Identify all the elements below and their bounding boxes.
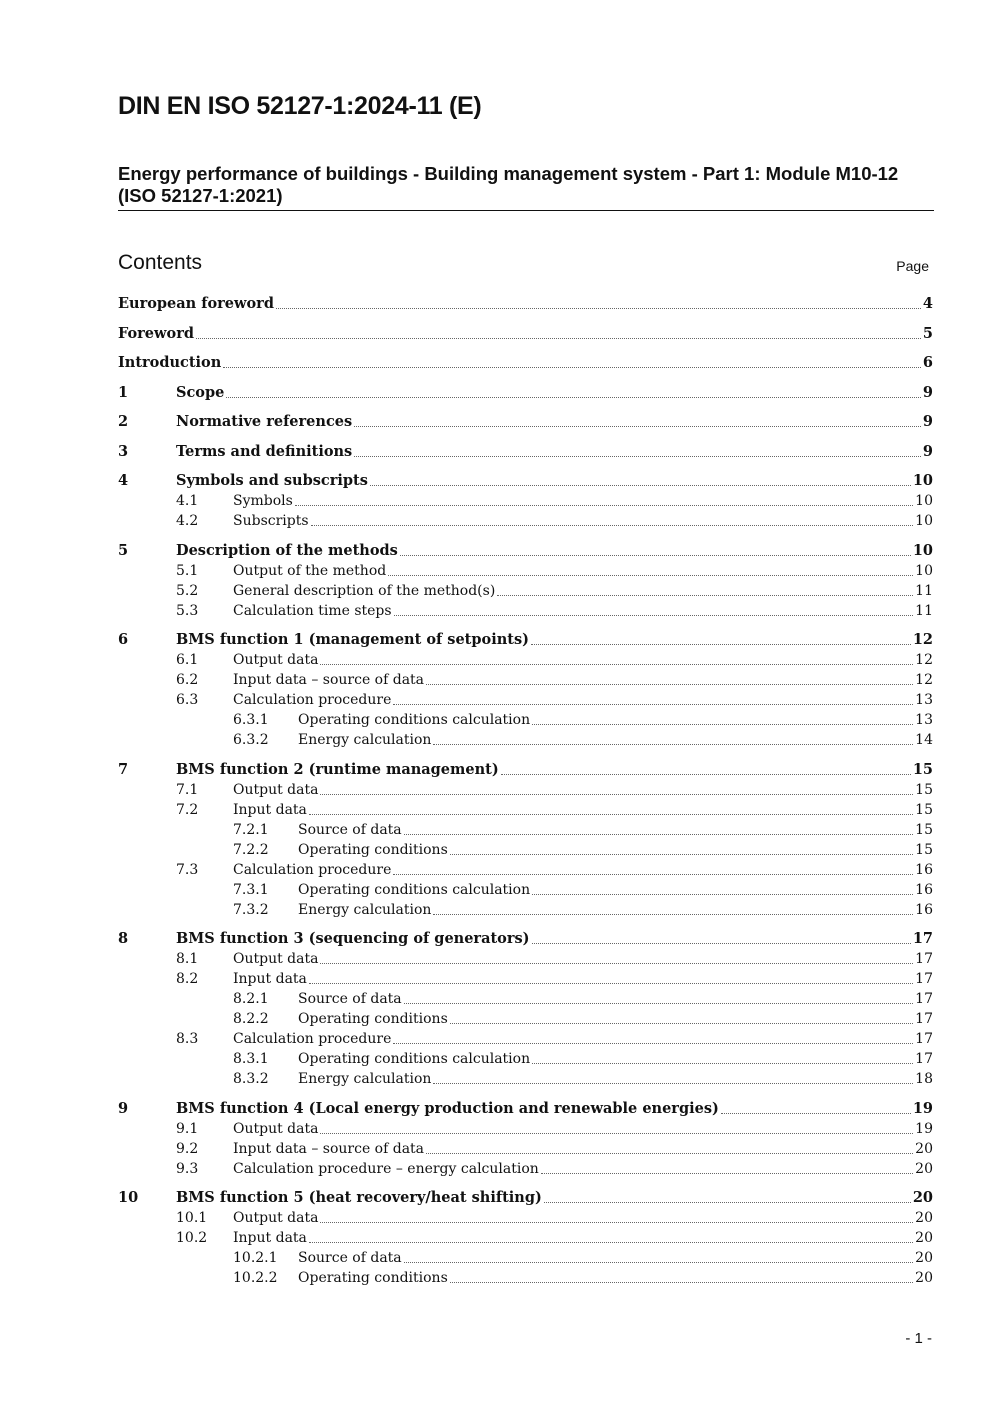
toc-entry-number: 10.1: [176, 1210, 208, 1226]
toc-entry-title: Operating conditions: [298, 1270, 448, 1286]
toc-entry-page: 20: [912, 1189, 933, 1206]
toc-entry-number: 5.1: [176, 562, 199, 579]
toc-entry-title: Energy calculation: [298, 1071, 432, 1087]
toc-dot-leader: [393, 1043, 913, 1044]
toc-entry[interactable]: [118, 442, 933, 462]
toc-entry[interactable]: [118, 710, 933, 730]
toc-entry-number: 8.3: [176, 1031, 199, 1047]
toc-entry-page: 18: [915, 1071, 933, 1087]
toc-dot-leader: [433, 1083, 913, 1084]
toc-entry-page: 17: [912, 930, 933, 947]
toc-entry-title: Input data: [233, 1230, 307, 1246]
toc-entry-page: 13: [915, 692, 933, 708]
toc-entry[interactable]: [118, 581, 933, 601]
toc-entry-page: 11: [915, 602, 933, 619]
toc-dot-leader: [295, 505, 913, 506]
toc-entry-page: 12: [915, 672, 933, 688]
toc-entry[interactable]: [118, 989, 933, 1009]
toc-entry[interactable]: [118, 630, 933, 650]
toc-entry-page: 4: [922, 295, 933, 312]
toc-dot-leader: [541, 1173, 913, 1174]
toc-entry[interactable]: [118, 511, 933, 531]
toc-entry-title: Scope: [176, 383, 225, 401]
title-rule: [118, 210, 934, 211]
toc-entry[interactable]: [118, 820, 933, 840]
toc-entry[interactable]: [118, 1049, 933, 1069]
toc-entry-page: 17: [915, 951, 933, 967]
toc-dot-leader: [426, 684, 913, 685]
toc-dot-leader: [311, 525, 914, 526]
toc-entry-page: 20: [915, 1210, 933, 1226]
toc-dot-leader: [320, 664, 913, 665]
toc-dot-leader: [532, 943, 911, 944]
toc-entry-title: Operating conditions calculation: [298, 1051, 531, 1067]
toc-entry-title: Output data: [233, 1120, 319, 1137]
toc-entry-title: BMS function 2 (runtime management): [176, 760, 499, 778]
toc-entry[interactable]: [118, 840, 933, 860]
toc-dot-leader: [393, 704, 913, 705]
toc-entry[interactable]: [118, 1099, 933, 1119]
contents-heading: Contents: [118, 251, 203, 274]
toc-entry-number: 7.2.1: [233, 821, 269, 838]
toc-entry-page: 5: [922, 324, 933, 342]
toc-dot-leader: [450, 1023, 913, 1024]
toc-dot-leader: [388, 575, 913, 576]
toc-entry[interactable]: [118, 730, 933, 750]
document-title: Energy performance of buildings - Building management system - Part 1: Module M10-12 (ISO 52127-1:2021): [118, 163, 899, 206]
toc-entry[interactable]: [118, 929, 933, 949]
toc-entry-number: 2: [118, 413, 129, 430]
toc-dot-leader: [532, 724, 913, 725]
toc-entry-page: 14: [915, 732, 933, 748]
toc-entry-page: 20: [915, 1140, 933, 1157]
page-number: - 1 -: [905, 1330, 932, 1347]
toc-entry[interactable]: [118, 1069, 933, 1089]
toc-entry-title: Normative references: [176, 413, 353, 430]
toc-entry[interactable]: [118, 969, 933, 989]
toc-entry-number: 1: [118, 383, 129, 401]
toc-entry-number: 8.3.2: [233, 1071, 269, 1087]
toc-entry[interactable]: [118, 860, 933, 880]
toc-entry-number: 8.1: [176, 951, 199, 967]
toc-entry-page: 17: [915, 1011, 933, 1027]
toc-entry-title: Source of data: [298, 1250, 402, 1266]
toc-entry-number: 9: [118, 1099, 129, 1117]
toc-dot-leader: [433, 914, 913, 915]
toc-entry-title: Output of the method: [233, 562, 387, 579]
toc-entry[interactable]: [118, 541, 933, 561]
toc-entry-page: 9: [922, 413, 933, 430]
toc-entry[interactable]: [118, 1139, 933, 1159]
toc-entry-title: Symbols and subscripts: [176, 472, 368, 489]
toc-dot-leader: [309, 983, 913, 984]
toc-entry-number: 7: [118, 760, 129, 778]
page-column-heading: Page: [896, 258, 929, 274]
toc-dot-leader: [393, 874, 913, 875]
toc-dot-leader: [370, 485, 911, 486]
toc-entry-title: Calculation procedure: [233, 692, 392, 708]
toc-entry-title: Energy calculation: [298, 901, 432, 918]
toc-entry[interactable]: [118, 1208, 933, 1228]
toc-entry-page: 10: [915, 493, 933, 509]
toc-entry-page: 20: [915, 1270, 933, 1286]
toc-entry[interactable]: [118, 900, 933, 920]
toc-entry-page: 19: [915, 1120, 933, 1137]
toc-entry[interactable]: [118, 383, 933, 403]
toc-entry-number: 5.3: [176, 602, 199, 619]
toc-entry-title: BMS function 1 (management of setpoints): [176, 631, 529, 648]
toc-entry-page: 17: [915, 971, 933, 987]
toc-entry-page: 17: [915, 991, 933, 1007]
toc-entry-page: 6: [922, 354, 933, 371]
toc-dot-leader: [404, 834, 914, 835]
toc-entry[interactable]: [118, 1268, 933, 1288]
toc-dot-leader: [354, 426, 921, 427]
toc-entry[interactable]: [118, 650, 933, 670]
toc-dot-leader: [404, 1003, 914, 1004]
toc-entry[interactable]: [118, 324, 933, 344]
toc-entry-number: 8.2.2: [233, 1011, 269, 1027]
toc-entry-number: 6.1: [176, 652, 199, 668]
toc-dot-leader: [532, 894, 913, 895]
toc-entry[interactable]: [118, 800, 933, 820]
toc-entry-title: Output data: [233, 951, 319, 967]
toc-entry-title: BMS function 4 (Local energy production and renewable energies): [176, 1099, 719, 1117]
toc-entry-number: 6.3: [176, 692, 199, 708]
toc-entry[interactable]: [118, 561, 933, 581]
toc-entry-title: Input data – source of data: [233, 672, 425, 688]
toc-entry-page: 9: [922, 442, 933, 460]
toc-dot-leader: [721, 1113, 911, 1114]
toc-entry-page: 10: [915, 562, 933, 579]
toc-dot-leader: [404, 1262, 914, 1263]
toc-entry-number: 5: [118, 541, 129, 559]
toc-dot-leader: [354, 456, 921, 457]
toc-entry-number: 6: [118, 631, 129, 648]
toc-entry-number: 8.2: [176, 971, 199, 987]
toc-dot-leader: [320, 1133, 913, 1134]
toc-entry-number: 5.2: [176, 582, 199, 599]
toc-entry[interactable]: [118, 949, 933, 969]
toc-entry-title: Output data: [233, 1210, 319, 1226]
toc-entry-page: 9: [922, 383, 933, 401]
toc-entry-page: 20: [915, 1230, 933, 1246]
toc-entry[interactable]: [118, 670, 933, 690]
toc-entry-title: European foreword: [118, 295, 274, 312]
toc-entry-number: 8.3.1: [233, 1051, 269, 1067]
toc-entry-page: 11: [915, 582, 933, 599]
toc-entry-number: 9.3: [176, 1160, 199, 1177]
toc-entry[interactable]: [118, 1248, 933, 1268]
toc-entry[interactable]: [118, 294, 933, 314]
toc-entry[interactable]: [118, 880, 933, 900]
toc-dot-leader: [223, 367, 921, 368]
toc-dot-leader: [532, 1063, 913, 1064]
toc-dot-leader: [394, 615, 914, 616]
toc-dot-leader: [450, 1282, 913, 1283]
toc-entry-number: 4.1: [176, 493, 199, 509]
toc-entry-page: 16: [915, 901, 933, 918]
toc-dot-leader: [426, 1153, 913, 1154]
toc-entry-number: 6.3.1: [233, 712, 269, 728]
toc-entry-page: 10: [912, 472, 933, 489]
toc-entry-title: Introduction: [118, 354, 222, 371]
toc-dot-leader: [226, 397, 921, 398]
toc-entry-number: 10.2: [176, 1230, 208, 1246]
toc-entry[interactable]: [118, 1029, 933, 1049]
toc-entry-title: Operating conditions calculation: [298, 712, 531, 728]
toc-entry-number: 7.2.2: [233, 841, 269, 858]
toc-entry-title: Energy calculation: [298, 732, 432, 748]
toc-entry-number: 3: [118, 442, 129, 460]
toc-entry-number: 7.3.2: [233, 901, 269, 918]
toc-entry-page: 19: [912, 1099, 933, 1117]
toc-entry-number: 10.2.1: [233, 1250, 278, 1266]
toc-entry-page: 12: [912, 631, 933, 648]
toc-dot-leader: [531, 644, 911, 645]
toc-entry[interactable]: [118, 760, 933, 780]
toc-entry-title: Calculation time steps: [233, 602, 392, 619]
toc-entry[interactable]: [118, 601, 933, 621]
toc-dot-leader: [544, 1202, 911, 1203]
toc-entry-page: 15: [915, 841, 933, 858]
toc-entry-page: 15: [915, 821, 933, 838]
toc-entry-number: 7.2: [176, 801, 199, 818]
toc-entry[interactable]: [118, 353, 933, 373]
toc-entry-page: 16: [915, 881, 933, 898]
toc-entry[interactable]: [118, 1119, 933, 1139]
toc-entry-title: Terms and definitions: [176, 442, 353, 460]
toc-entry-title: BMS function 3 (sequencing of generators): [176, 930, 530, 947]
toc-entry-page: 16: [915, 861, 933, 878]
toc-entry-title: General description of the method(s): [233, 582, 496, 599]
toc-entry-number: 7.1: [176, 781, 199, 798]
toc-entry-page: 12: [915, 652, 933, 668]
toc-dot-leader: [400, 555, 911, 556]
toc-entry-number: 6.3.2: [233, 732, 269, 748]
toc-entry-title: Output data: [233, 781, 319, 798]
toc-entry-page: 20: [915, 1160, 933, 1177]
toc-entry[interactable]: [118, 1009, 933, 1029]
toc-dot-leader: [320, 794, 913, 795]
toc-entry-number: 7.3: [176, 861, 199, 878]
toc-entry-page: 17: [915, 1031, 933, 1047]
toc-entry-number: 10.2.2: [233, 1270, 278, 1286]
toc-dot-leader: [433, 744, 913, 745]
toc-entry-title: BMS function 5 (heat recovery/heat shifting): [176, 1189, 542, 1206]
toc-entry-number: 7.3.1: [233, 881, 269, 898]
toc-entry-number: 9.1: [176, 1120, 199, 1137]
toc-dot-leader: [309, 1242, 913, 1243]
toc-entry-title: Source of data: [298, 821, 402, 838]
toc-entry-number: 6.2: [176, 672, 199, 688]
toc-entry-title: Input data: [233, 801, 307, 818]
document-id: DIN EN ISO 52127-1:2024-11 (E): [118, 92, 482, 120]
toc-entry-page: 15: [915, 781, 933, 798]
toc-dot-leader: [320, 963, 913, 964]
toc-entry-number: 4: [118, 472, 129, 489]
toc-entry-page: 10: [912, 541, 933, 559]
toc-entry-title: Foreword: [118, 324, 194, 342]
toc-entry-page: 10: [915, 513, 933, 529]
toc-entry[interactable]: [118, 1159, 933, 1179]
table-of-contents: [118, 294, 933, 1288]
toc-entry[interactable]: [118, 690, 933, 710]
toc-entry-title: Calculation procedure – energy calculation: [233, 1160, 539, 1177]
toc-entry-number: 10: [118, 1189, 139, 1206]
toc-dot-leader: [497, 595, 913, 596]
toc-entry-title: Calculation procedure: [233, 1031, 392, 1047]
toc-dot-leader: [276, 308, 921, 309]
toc-dot-leader: [320, 1222, 913, 1223]
toc-entry[interactable]: [118, 1228, 933, 1248]
toc-entry-page: 15: [912, 760, 933, 778]
toc-entry[interactable]: [118, 491, 933, 511]
toc-entry-page: 15: [915, 801, 933, 818]
toc-entry[interactable]: [118, 412, 933, 432]
toc-entry-title: Input data: [233, 971, 307, 987]
toc-entry-title: Operating conditions calculation: [298, 881, 531, 898]
toc-entry-title: Symbols: [233, 493, 293, 509]
toc-entry[interactable]: [118, 1188, 933, 1208]
toc-entry-title: Description of the methods: [176, 541, 398, 559]
toc-entry-number: 8.2.1: [233, 991, 269, 1007]
toc-entry-title: Source of data: [298, 991, 402, 1007]
toc-dot-leader: [501, 774, 911, 775]
toc-dot-leader: [450, 854, 913, 855]
toc-entry-title: Output data: [233, 652, 319, 668]
toc-entry-number: 4.2: [176, 513, 199, 529]
toc-entry-title: Subscripts: [233, 513, 309, 529]
toc-dot-leader: [309, 814, 913, 815]
toc-entry-title: Operating conditions: [298, 841, 448, 858]
toc-entry-page: 20: [915, 1250, 933, 1266]
toc-entry-page: 17: [915, 1051, 933, 1067]
toc-dot-leader: [196, 338, 921, 339]
toc-entry-number: 8: [118, 930, 129, 947]
toc-entry-title: Operating conditions: [298, 1011, 448, 1027]
toc-entry-number: 9.2: [176, 1140, 199, 1157]
toc-entry-title: Input data – source of data: [233, 1140, 425, 1157]
toc-entry[interactable]: [118, 780, 933, 800]
toc-entry[interactable]: [118, 471, 933, 491]
toc-entry-page: 13: [915, 712, 933, 728]
toc-entry-title: Calculation procedure: [233, 861, 392, 878]
